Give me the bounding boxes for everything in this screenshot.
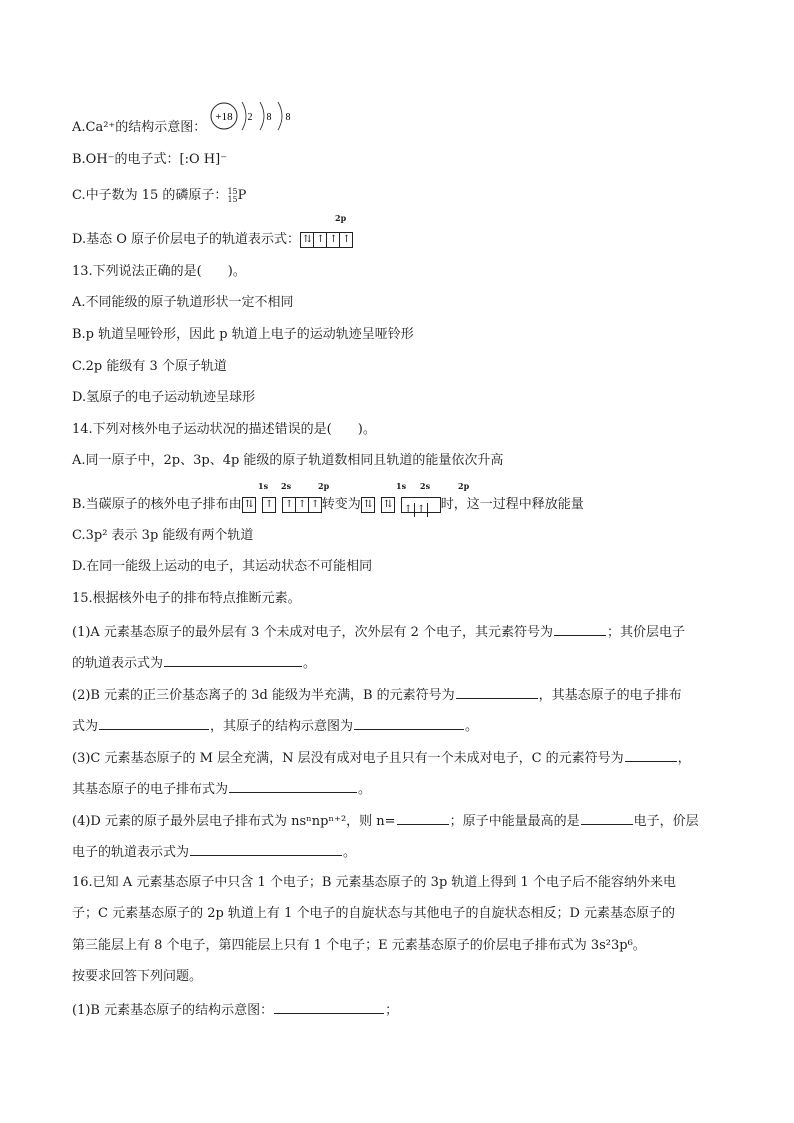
option-b-text: B.OH⁻的电子式：[ <box>72 152 185 167</box>
q15-1-line1: (1)A 元素基态原子的最外层有 3 个未成对电子，次外层有 2 个电子，其元素符号为 ；其价层电子 <box>72 622 685 642</box>
q15-3-line2: 其基态原子的电子排布式为 。 <box>72 779 371 799</box>
shell-3: 8 <box>285 112 291 123</box>
q14-b-mid: 转变为 <box>321 497 361 512</box>
q14-b <box>72 496 584 514</box>
q15-4-line2: 电子的轨道表示式为 。 <box>72 842 356 862</box>
q16-part1: (1)B 元素基态原子的结构示意图： ； <box>72 1000 398 1020</box>
option-d <box>72 231 353 249</box>
q15-stem: 15.根据核外电子的排布特点推断元素。 <box>72 591 301 606</box>
answer-blank[interactable] <box>456 685 538 699</box>
orbital-box-2p: ⇅ ↑ ↑ ↑ <box>300 232 353 248</box>
q16-line3: 第三能层上有 8 个电子，第四能层上只有 1 个电子；E 元素基态原子的价层电子排布式为 3s²3p⁶。 <box>72 938 646 953</box>
answer-blank[interactable] <box>581 811 633 825</box>
q14-d: D.在同一能级上运动的电子，其运动状态不可能相同 <box>72 559 373 574</box>
orb-label-1s-b: 1s <box>396 481 407 491</box>
orbital-2s-before: ↑ <box>262 497 276 513</box>
q13-stem: 13.下列说法正确的是( )。 <box>72 264 246 279</box>
answer-blank[interactable] <box>554 622 606 636</box>
q14-a: A.同一原子中，2p、3p、4p 能级的原子轨道数相同且轨道的能量依次升高 <box>72 453 504 468</box>
q14-stem: 14.下列对核外电子运动状况的描述错误的是( )。 <box>72 422 376 437</box>
answer-blank[interactable] <box>354 716 464 730</box>
option-c <box>72 187 246 205</box>
orb-label-2s-a: 2s <box>281 481 292 491</box>
orbital-2p-before: ↑ ↑ ↑ <box>282 497 322 513</box>
q14-b-pre: B.当碳原子的核外电子排布由 <box>72 497 242 512</box>
q13-d: D.氢原子的电子运动轨迹呈球形 <box>72 390 256 405</box>
orbital-2p-after: ↑ ↑ <box>401 497 441 513</box>
shell-2: 8 <box>266 112 272 123</box>
q14-b-post: 时，这一过程中释放能量 <box>440 497 584 512</box>
nucleus-charge: +18 <box>215 111 233 123</box>
option-d-text: D.基态 O 原子价层电子的轨道表示式： <box>72 232 301 247</box>
q15-2-line1: (2)B 元素的正三价基态离子的 3d 能级为半充满，B 的元素符号为 ，其基态原子的电子排布 <box>72 685 682 705</box>
orb-label-2p-a: 2p <box>318 481 330 491</box>
isotope-numbers: 15 15 <box>227 186 238 204</box>
q16-line4: 按要求回答下列问题。 <box>72 969 203 984</box>
answer-blank[interactable] <box>625 748 677 762</box>
structure-diagram <box>208 98 308 134</box>
q13-c: C.2p 能级有 3 个原子轨道 <box>72 359 227 374</box>
shell-1: 2 <box>247 112 253 123</box>
q14-c: C.3p² 表示 3p 能级有两个轨道 <box>72 528 254 543</box>
q15-2-line2: 式为 ，其原子的结构示意图为 。 <box>72 716 478 736</box>
q13-a: A.不同能级的原子轨道形状一定不相同 <box>72 295 294 310</box>
orbital-2s-after: ⇅ <box>381 497 395 513</box>
answer-blank[interactable] <box>229 779 357 793</box>
answer-blank[interactable] <box>164 653 302 667</box>
answer-blank[interactable] <box>397 811 449 825</box>
q13-b: B.p 轨道呈哑铃形，因此 p 轨道上电子的运动轨迹呈哑铃形 <box>72 327 414 342</box>
answer-blank[interactable] <box>190 842 342 856</box>
oh-formula: :O H]⁻ <box>184 152 228 167</box>
q15-4-line1: (4)D 元素的原子最外层电子排布式为 nsⁿnpⁿ⁺²，则 n= ；原子中能量最高的是 电子，价层 <box>72 811 699 831</box>
orb-label-2p-b: 2p <box>458 481 470 491</box>
option-b <box>72 151 227 169</box>
option-c-text: C.中子数为 15 的磷原子： <box>72 188 228 203</box>
q16-line1: 16.已知 A 元素基态原子中只含 1 个电子；B 元素基态原子的 3p 轨道上得到 1 个电子后不能容纳外来电 <box>72 875 676 890</box>
isotope-symbol: P <box>237 188 247 203</box>
orb-label-2s-b: 2s <box>420 481 431 491</box>
orbital-1s-after: ⇅ <box>361 497 375 513</box>
q15-3-line1: (3)C 元素基态原子的 M 层全充满，N 层没有成对电子且只有一个未成对电子，C 的元素符号为 ， <box>72 748 691 768</box>
orb-label-1s-a: 1s <box>258 481 269 491</box>
q15-1-line2: 的轨道表示式为 。 <box>72 653 316 673</box>
option-a-text: A.Ca²⁺的结构示意图： <box>72 120 207 135</box>
option-a <box>72 119 206 137</box>
q16-line2: 子；C 元素基态原子的 2p 轨道上有 1 个电子的自旋状态与其他电子的自旋状态相反；D 元素基态原子的 <box>72 906 676 921</box>
answer-blank[interactable] <box>99 716 209 730</box>
orbital-1s-before: ⇅ <box>242 497 256 513</box>
answer-blank[interactable] <box>274 1000 384 1014</box>
orbital-label-2p: 2p <box>335 213 347 223</box>
